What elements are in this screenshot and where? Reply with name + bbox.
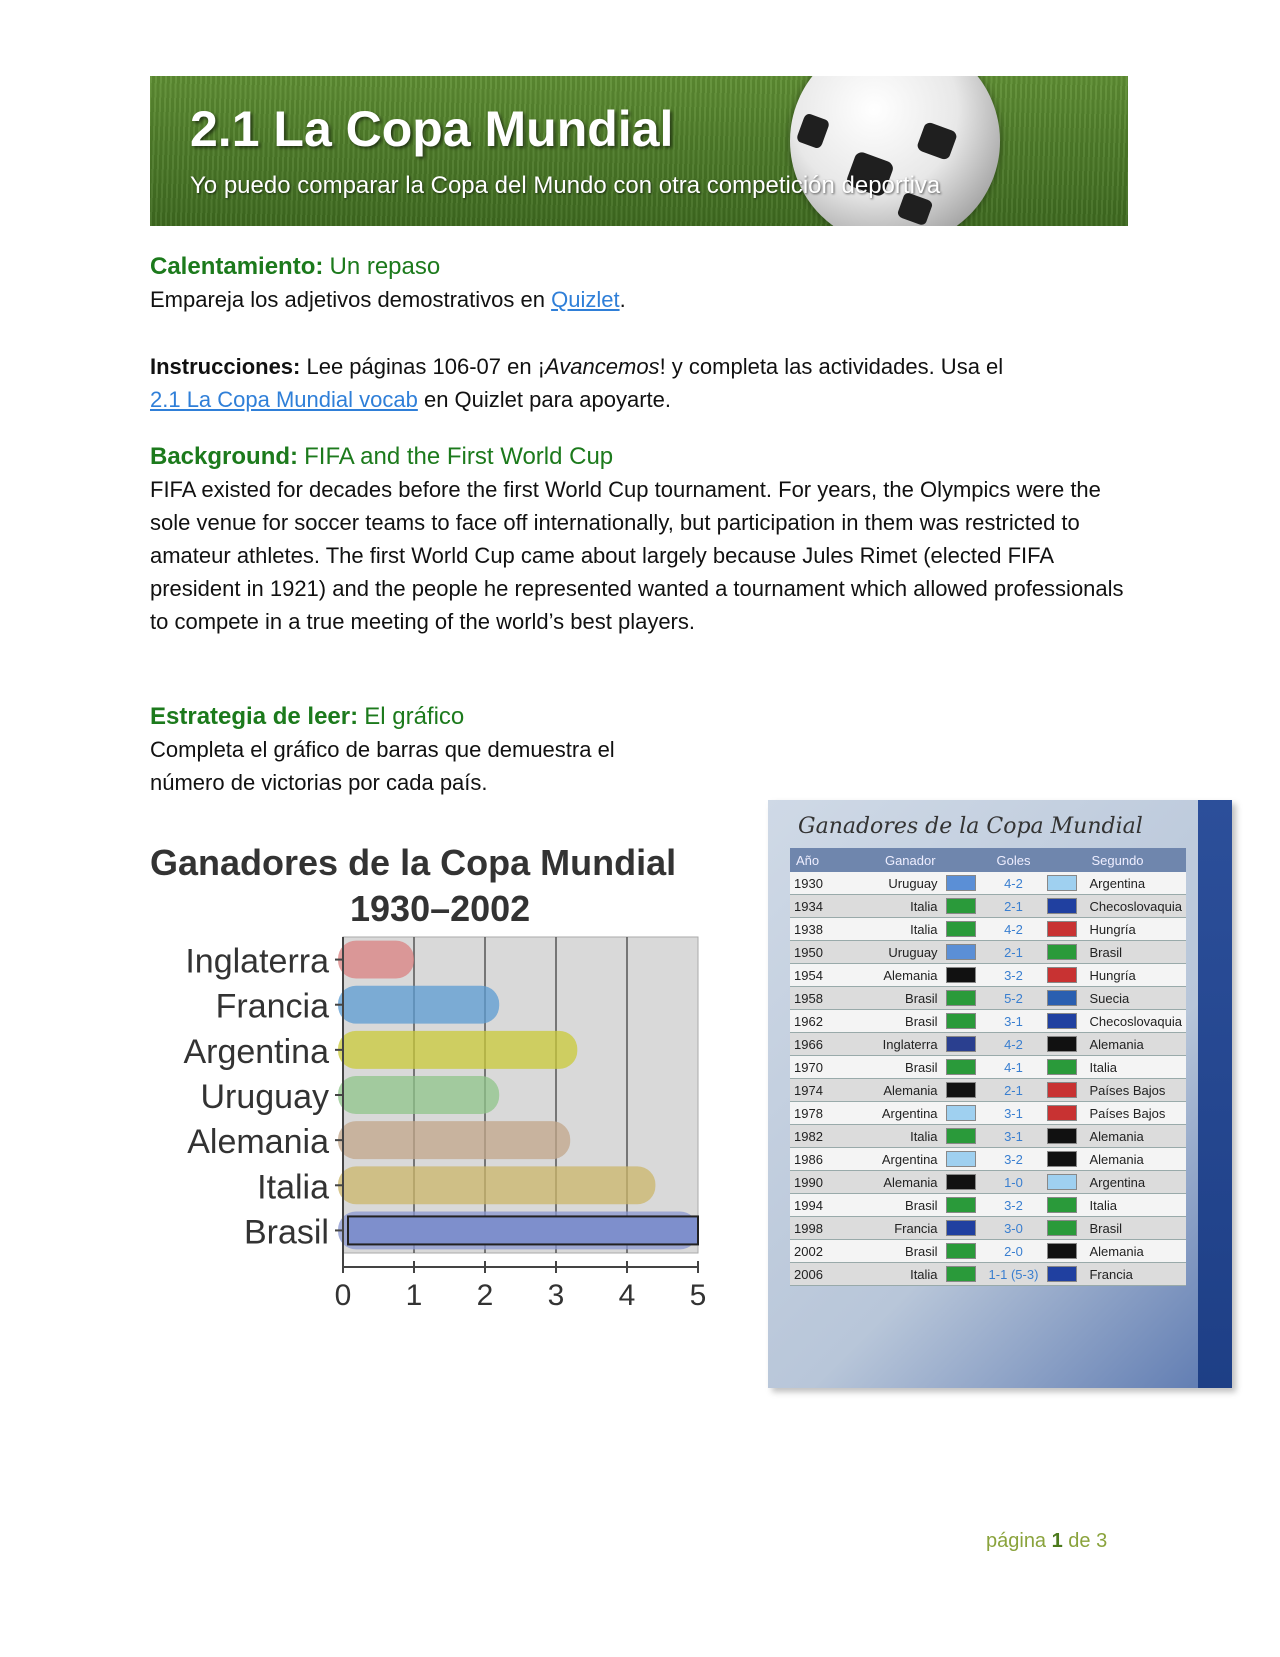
chart-subtitle: 1930–2002 (350, 888, 531, 929)
cell-goals: 2-0 (984, 1240, 1044, 1263)
winner-flag-icon (946, 967, 976, 983)
table-row (790, 872, 1186, 895)
cell-year: 2002 (790, 1240, 842, 1263)
tick-label: 2 (476, 1279, 494, 1312)
winner-flag-icon (946, 1082, 976, 1098)
category-label: Uruguay (200, 1078, 329, 1116)
cell-second: Alemania (1085, 1148, 1186, 1171)
winner-flag-icon (946, 921, 976, 937)
estrategia-title: El gráfico (364, 703, 465, 730)
tick-label: 5 (689, 1279, 707, 1312)
cell-goals: 3-2 (984, 1194, 1044, 1217)
cell-year: 1986 (790, 1148, 842, 1171)
cell-winner: Alemania (842, 1171, 942, 1194)
winners-table (790, 848, 1186, 1286)
second-flag-icon (1047, 1059, 1077, 1075)
winner-flag-icon (946, 1174, 976, 1190)
winner-flag-icon (946, 1151, 976, 1167)
background-label: Background: (150, 443, 299, 470)
cell-winner: Brasil (842, 1194, 942, 1217)
cell-winner: Brasil (842, 1056, 942, 1079)
soccer-ball-icon (790, 76, 1000, 226)
cell-second: Brasil (1085, 1217, 1186, 1240)
cell-goals: 3-1 (984, 1125, 1044, 1148)
table-row (790, 1102, 1186, 1125)
second-flag-icon (1047, 875, 1077, 891)
cell-year: 1950 (790, 941, 842, 964)
cell-second: Italia (1085, 1056, 1186, 1079)
calentamiento-label: Calentamiento: (150, 253, 324, 280)
vocab-link[interactable]: 2.1 La Copa Mundial vocab (150, 387, 418, 412)
cell-year: 1974 (790, 1079, 842, 1102)
page-title: 2.1 La Copa Mundial (190, 101, 674, 157)
table-row (790, 1079, 1186, 1102)
cell-year: 1978 (790, 1102, 842, 1125)
cell-second: Alemania (1085, 1240, 1186, 1263)
background-title: FIFA and the First World Cup (304, 443, 614, 470)
winner-flag-icon (946, 875, 976, 891)
cell-goals: 4-2 (984, 1033, 1044, 1056)
cell-winner: Uruguay (842, 872, 942, 895)
table-row (790, 1010, 1186, 1033)
table-row (790, 1263, 1186, 1286)
col-goals: Goles (984, 848, 1044, 872)
winner-flag-icon (946, 944, 976, 960)
cell-goals: 4-2 (984, 918, 1044, 941)
cell-winner: Brasil (842, 987, 942, 1010)
winner-flag-icon (946, 1128, 976, 1144)
cell-goals: 1-1 (5-3) (984, 1263, 1044, 1286)
tick-label: 1 (405, 1279, 423, 1312)
page-suffix: de 3 (1062, 1530, 1108, 1552)
second-flag-icon (1047, 1266, 1077, 1282)
winner-flag-icon (946, 1266, 976, 1282)
calentamiento-title: Un repaso (329, 253, 441, 280)
cell-second: Alemania (1085, 1033, 1186, 1056)
instrucciones-section (150, 350, 1130, 416)
cell-year: 1966 (790, 1033, 842, 1056)
background-paragraph: FIFA existed for decades before the first World Cup tournament. For years, the Olympics were the sole venue for soccer teams to face off internationally, but participation in them was restricted to amateur athletes. The first World Cup came about largely because Jules Rimet (elected FIFA president in 1921) and the people he represented wanted a tournament which allowed professionals to compete in a true meeting of the world’s best players. (150, 477, 1124, 634)
estrategia-line-2: número de victorias por cada país. (150, 770, 488, 795)
cell-year: 1994 (790, 1194, 842, 1217)
cell-winner: Argentina (842, 1148, 942, 1171)
quizlet-link[interactable]: Quizlet (551, 287, 620, 312)
background-section (150, 440, 1130, 638)
category-label: Inglaterra (185, 942, 329, 981)
cell-winner: Francia (842, 1217, 942, 1240)
cell-goals: 3-1 (984, 1010, 1044, 1033)
cell-winner: Italia (842, 1125, 942, 1148)
table-row (790, 1171, 1186, 1194)
header-banner (150, 76, 1128, 226)
instrucciones-label: Instrucciones: (150, 354, 301, 379)
winner-flag-icon (946, 1243, 976, 1259)
cell-year: 1954 (790, 964, 842, 987)
category-label: Italia (257, 1168, 329, 1207)
second-flag-icon (1047, 1105, 1077, 1121)
cell-year: 1934 (790, 895, 842, 918)
category-label: Francia (215, 987, 329, 1026)
second-flag-icon (1047, 990, 1077, 1006)
tick-label: 0 (334, 1279, 352, 1312)
cell-goals: 1-0 (984, 1171, 1044, 1194)
cell-goals: 2-1 (984, 895, 1044, 918)
table-row (790, 987, 1186, 1010)
cell-year: 1938 (790, 918, 842, 941)
cell-goals: 2-1 (984, 1079, 1044, 1102)
table-title: Ganadores de la Copa Mundial (798, 814, 1143, 839)
cell-winner: Italia (842, 895, 942, 918)
cell-second: Francia (1085, 1263, 1186, 1286)
bar-chart (150, 825, 750, 1365)
student-mark (338, 1166, 655, 1204)
instrucciones-text-1: Lee páginas 106-07 en ¡ (300, 354, 546, 379)
cell-year: 1990 (790, 1171, 842, 1194)
winner-flag-icon (946, 1013, 976, 1029)
second-flag-icon (1047, 1220, 1077, 1236)
col-second: Segundo (1085, 848, 1186, 872)
cell-second: Argentina (1085, 1171, 1186, 1194)
student-mark (338, 941, 414, 979)
cell-goals: 2-1 (984, 941, 1044, 964)
winner-flag-icon (946, 1059, 976, 1075)
winner-flag-icon (946, 1197, 976, 1213)
winner-flag-icon (946, 898, 976, 914)
second-flag-icon (1047, 967, 1077, 983)
cell-goals: 3-1 (984, 1102, 1044, 1125)
table-row (790, 1217, 1186, 1240)
cell-winner: Italia (842, 918, 942, 941)
cell-goals: 3-0 (984, 1217, 1044, 1240)
table-row (790, 1194, 1186, 1217)
calentamiento-section (150, 250, 1130, 316)
winners-table-image (768, 800, 1232, 1388)
cell-second: Suecia (1085, 987, 1186, 1010)
student-mark (338, 986, 499, 1024)
second-flag-icon (1047, 1128, 1077, 1144)
cell-goals: 4-2 (984, 872, 1044, 895)
chart-title: Ganadores de la Copa Mundial (150, 842, 677, 883)
winner-flag-icon (946, 1105, 976, 1121)
cell-year: 1958 (790, 987, 842, 1010)
second-flag-icon (1047, 1036, 1077, 1052)
calentamiento-end: . (619, 287, 626, 312)
second-flag-icon (1047, 1151, 1077, 1167)
cell-goals: 5-2 (984, 987, 1044, 1010)
table-row (790, 1056, 1186, 1079)
cell-second: Hungría (1085, 918, 1186, 941)
second-flag-icon (1047, 1013, 1077, 1029)
cell-winner: Alemania (842, 964, 942, 987)
cell-goals: 3-2 (984, 1148, 1044, 1171)
instrucciones-text-3: en Quizlet para apoyarte. (417, 387, 672, 412)
col-year: Año (790, 848, 842, 872)
cell-winner: Uruguay (842, 941, 942, 964)
student-mark (338, 1031, 577, 1069)
estrategia-label: Estrategia de leer: (150, 703, 359, 730)
table-row (790, 941, 1186, 964)
second-flag-icon (1047, 898, 1077, 914)
cell-winner: Alemania (842, 1079, 942, 1102)
student-mark (338, 1121, 570, 1159)
instrucciones-text-2: ! y completa las actividades. Usa el (659, 354, 1004, 379)
second-flag-icon (1047, 944, 1077, 960)
estrategia-line-1: Completa el gráfico de barras que demuestra el (150, 737, 615, 762)
second-flag-icon (1047, 1243, 1077, 1259)
table-row (790, 1148, 1186, 1171)
table-row (790, 1125, 1186, 1148)
table-row (790, 918, 1186, 941)
cell-goals: 3-2 (984, 964, 1044, 987)
cell-winner: Inglaterra (842, 1033, 942, 1056)
cell-second: Hungría (1085, 964, 1186, 987)
table-row (790, 895, 1186, 918)
category-label: Argentina (183, 1032, 329, 1071)
cell-year: 1970 (790, 1056, 842, 1079)
page-current: 1 (1051, 1530, 1063, 1552)
cell-second: Checoslovaquia (1085, 895, 1186, 918)
winner-flag-icon (946, 1036, 976, 1052)
cell-year: 1930 (790, 872, 842, 895)
winner-flag-icon (946, 1220, 976, 1236)
cell-winner: Brasil (842, 1010, 942, 1033)
cell-second: Checoslovaquia (1085, 1010, 1186, 1033)
category-label: Alemania (187, 1123, 329, 1162)
bar-brasil (348, 1216, 698, 1244)
table-row (790, 1240, 1186, 1263)
table-stripe (1198, 800, 1232, 1388)
tick-label: 3 (547, 1279, 565, 1312)
cell-winner: Argentina (842, 1102, 942, 1125)
second-flag-icon (1047, 1082, 1077, 1098)
cell-second: Italia (1085, 1194, 1186, 1217)
tick-label: 4 (618, 1279, 636, 1312)
col-winner: Ganador (842, 848, 942, 872)
student-mark (338, 1076, 499, 1114)
winner-flag-icon (946, 990, 976, 1006)
cell-year: 2006 (790, 1263, 842, 1286)
cell-winner: Brasil (842, 1240, 942, 1263)
cell-winner: Italia (842, 1263, 942, 1286)
estrategia-section (150, 700, 710, 799)
cell-second: Brasil (1085, 941, 1186, 964)
cell-second: Países Bajos (1085, 1102, 1186, 1125)
cell-year: 1998 (790, 1217, 842, 1240)
cell-year: 1982 (790, 1125, 842, 1148)
cell-second: Países Bajos (1085, 1079, 1186, 1102)
book-title: Avancemos (545, 354, 660, 379)
second-flag-icon (1047, 1174, 1077, 1190)
cell-second: Argentina (1085, 872, 1186, 895)
cell-second: Alemania (1085, 1125, 1186, 1148)
second-flag-icon (1047, 1197, 1077, 1213)
cell-goals: 4-1 (984, 1056, 1044, 1079)
table-row (790, 1033, 1186, 1056)
second-flag-icon (1047, 921, 1077, 937)
table-row (790, 964, 1186, 987)
cell-year: 1962 (790, 1010, 842, 1033)
category-label: Brasil (243, 1213, 329, 1252)
page-prefix: página (986, 1530, 1052, 1552)
page-number (986, 1530, 1107, 1553)
calentamiento-text: Empareja los adjetivos demostrativos en (150, 287, 552, 312)
page-subtitle: Yo puedo comparar la Copa del Mundo con otra competición deportiva (190, 172, 941, 199)
